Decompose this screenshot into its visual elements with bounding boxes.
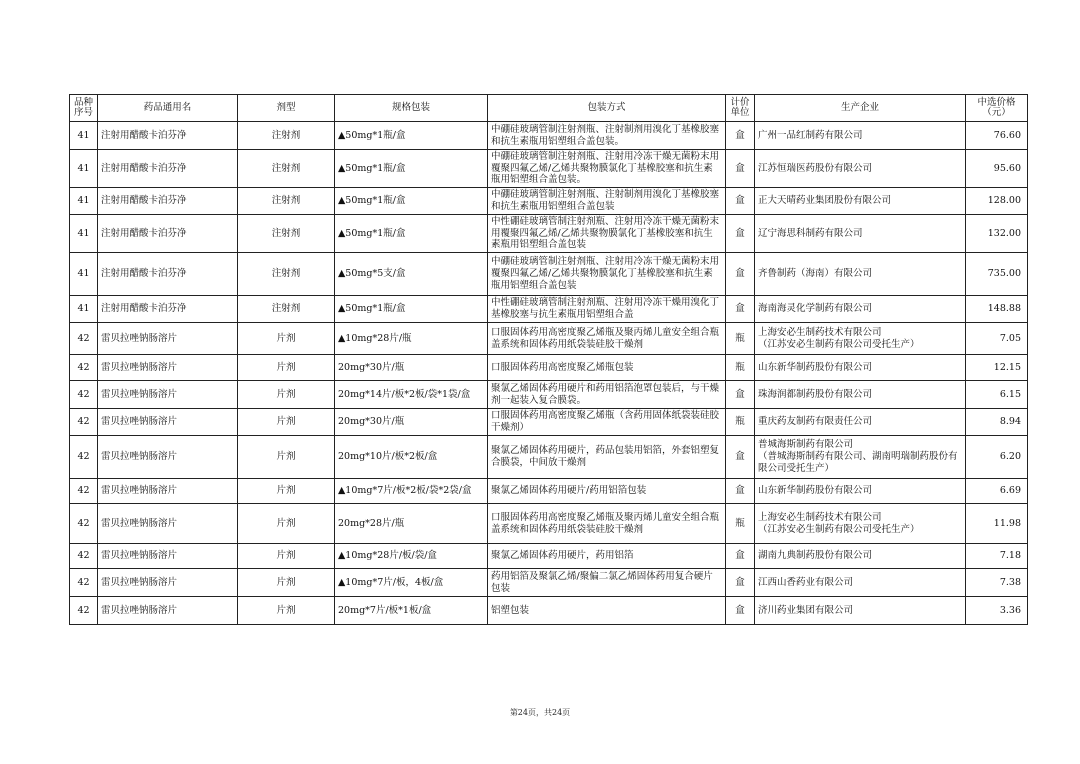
header-seq: 品种 序号 — [70, 95, 98, 122]
table-row — [70, 569, 1028, 597]
cell-unit: 瓶 — [726, 323, 755, 355]
cell-name: 注射用醋酸卡泊芬净 — [98, 122, 238, 150]
cell-form: 注射剂 — [238, 296, 335, 323]
cell-pack: 中硼硅玻璃管制注射剂瓶、注射用冷冻干燥无菌粉末用覆聚四氟乙烯/乙烯共聚物膜氯化丁基橡胶塞和抗生素瓶用铝塑组合盖包装。 — [488, 150, 726, 188]
cell-form: 片剂 — [238, 544, 335, 569]
cell-unit: 盒 — [726, 215, 755, 253]
table-row — [70, 150, 1028, 188]
cell-form: 片剂 — [238, 323, 335, 355]
table-row — [70, 436, 1028, 479]
cell-spec: 20mg*7片/板*1板/盒 — [335, 597, 488, 625]
table-row — [70, 479, 1028, 504]
cell-price: 7.38 — [966, 569, 1028, 597]
cell-unit: 盒 — [726, 436, 755, 479]
cell-name: 雷贝拉唑钠肠溶片 — [98, 381, 238, 409]
cell-price: 8.94 — [966, 409, 1028, 436]
cell-unit: 瓶 — [726, 409, 755, 436]
cell-price: 6.69 — [966, 479, 1028, 504]
cell-form: 片剂 — [238, 381, 335, 409]
cell-maker: 江苏恒瑞医药股份有限公司 — [755, 150, 966, 188]
cell-unit: 瓶 — [726, 355, 755, 381]
cell-unit: 盒 — [726, 253, 755, 296]
cell-unit: 盒 — [726, 597, 755, 625]
cell-unit: 盒 — [726, 544, 755, 569]
header-form: 剂型 — [238, 95, 335, 122]
table-row — [70, 381, 1028, 409]
cell-maker: 普城海斯制药有限公司 （普城海斯制药有限公司、湖南明瑞制药股份有限公司受托生产） — [755, 436, 966, 479]
cell-seq: 41 — [70, 188, 98, 215]
cell-price: 12.15 — [966, 355, 1028, 381]
cell-maker: 山东新华制药股份有限公司 — [755, 479, 966, 504]
cell-unit: 盒 — [726, 150, 755, 188]
cell-seq: 41 — [70, 122, 98, 150]
cell-price: 11.98 — [966, 504, 1028, 544]
cell-unit: 盒 — [726, 122, 755, 150]
cell-pack: 铝塑包装 — [488, 597, 726, 625]
header-name: 药品通用名 — [98, 95, 238, 122]
cell-price: 3.36 — [966, 597, 1028, 625]
table-row — [70, 215, 1028, 253]
cell-form: 片剂 — [238, 597, 335, 625]
cell-name: 注射用醋酸卡泊芬净 — [98, 188, 238, 215]
cell-name: 注射用醋酸卡泊芬净 — [98, 296, 238, 323]
cell-pack: 中硼硅玻璃管制注射剂瓶、注射制剂用溴化丁基橡胶塞和抗生素瓶用铝塑组合盖包装。 — [488, 122, 726, 150]
cell-spec: 20mg*10片/板*2板/盒 — [335, 436, 488, 479]
cell-spec: ▲50mg*5支/盒 — [335, 253, 488, 296]
cell-name: 注射用醋酸卡泊芬净 — [98, 215, 238, 253]
cell-price: 7.05 — [966, 323, 1028, 355]
table-row — [70, 253, 1028, 296]
cell-maker: 重庆药友制药有限责任公司 — [755, 409, 966, 436]
cell-maker: 珠海润都制药股份有限公司 — [755, 381, 966, 409]
cell-spec: ▲10mg*7片/板，4板/盒 — [335, 569, 488, 597]
cell-price: 76.60 — [966, 122, 1028, 150]
procurement-table — [69, 94, 1028, 625]
header-price: 中选价格 （元） — [966, 95, 1028, 122]
cell-maker: 上海安必生制药技术有限公司 （江苏安必生制药有限公司受托生产） — [755, 504, 966, 544]
cell-spec: 20mg*28片/瓶 — [335, 504, 488, 544]
cell-spec: ▲50mg*1瓶/盒 — [335, 188, 488, 215]
cell-spec: ▲50mg*1瓶/盒 — [335, 296, 488, 323]
cell-spec: ▲50mg*1瓶/盒 — [335, 122, 488, 150]
table-header-row — [70, 95, 1028, 122]
cell-pack: 聚氯乙烯固体药用硬片，药用铝箔 — [488, 544, 726, 569]
cell-name: 雷贝拉唑钠肠溶片 — [98, 323, 238, 355]
cell-pack: 中硼硅玻璃管制注射剂瓶、注射用冷冻干燥无菌粉末用覆聚四氟乙烯/乙烯共聚物膜氯化丁基橡胶塞和抗生素瓶用铝塑组合盖包装 — [488, 253, 726, 296]
cell-seq: 42 — [70, 504, 98, 544]
cell-name: 雷贝拉唑钠肠溶片 — [98, 436, 238, 479]
cell-pack: 口服固体药用高密度聚乙烯瓶及聚丙烯儿童安全组合瓶盖系统和固体药用纸袋装硅胶干燥剂 — [488, 504, 726, 544]
cell-pack: 口服固体药用高密度聚乙烯瓶（含药用固体纸袋装硅胶干燥剂） — [488, 409, 726, 436]
cell-name: 雷贝拉唑钠肠溶片 — [98, 409, 238, 436]
cell-price: 6.15 — [966, 381, 1028, 409]
cell-spec: ▲10mg*7片/板*2板/袋*2袋/盒 — [335, 479, 488, 504]
cell-seq: 42 — [70, 409, 98, 436]
cell-price: 95.60 — [966, 150, 1028, 188]
cell-pack: 聚氯乙烯固体药用硬片和药用铝箔泡罩包装后，与干燥剂一起装入复合膜袋。 — [488, 381, 726, 409]
cell-pack: 中性硼硅玻璃管制注射剂瓶、注射用冷冻干燥无菌粉末用覆聚四氟乙烯/乙烯共聚物膜氯化丁基橡胶塞和抗生素瓶用铝塑组合盖包装 — [488, 215, 726, 253]
cell-seq: 41 — [70, 296, 98, 323]
table-row — [70, 323, 1028, 355]
cell-pack: 中硼硅玻璃管制注射剂瓶、注射制剂用溴化丁基橡胶塞和抗生素瓶用铝塑组合盖包装 — [488, 188, 726, 215]
cell-seq: 42 — [70, 381, 98, 409]
cell-spec: 20mg*14片/板*2板/袋*1袋/盒 — [335, 381, 488, 409]
cell-name: 雷贝拉唑钠肠溶片 — [98, 479, 238, 504]
cell-unit: 瓶 — [726, 504, 755, 544]
cell-unit: 盒 — [726, 381, 755, 409]
cell-spec: 20mg*30片/瓶 — [335, 409, 488, 436]
header-unit: 计价 单位 — [726, 95, 755, 122]
cell-pack: 药用铝箔及聚氯乙烯/聚偏二氯乙烯固体药用复合硬片包装 — [488, 569, 726, 597]
cell-form: 片剂 — [238, 409, 335, 436]
cell-spec: ▲50mg*1瓶/盒 — [335, 150, 488, 188]
cell-seq: 41 — [70, 215, 98, 253]
table-row — [70, 597, 1028, 625]
cell-maker: 辽宁海思科制药有限公司 — [755, 215, 966, 253]
cell-form: 注射剂 — [238, 188, 335, 215]
header-maker: 生产企业 — [755, 95, 966, 122]
cell-maker: 齐鲁制药（海南）有限公司 — [755, 253, 966, 296]
page-footer: 第24页，共24页 — [509, 708, 571, 717]
cell-name: 雷贝拉唑钠肠溶片 — [98, 544, 238, 569]
cell-form: 片剂 — [238, 569, 335, 597]
cell-seq: 42 — [70, 355, 98, 381]
cell-maker: 正大天晴药业集团股份有限公司 — [755, 188, 966, 215]
cell-form: 注射剂 — [238, 150, 335, 188]
cell-seq: 42 — [70, 544, 98, 569]
cell-seq: 42 — [70, 479, 98, 504]
cell-form: 片剂 — [238, 355, 335, 381]
cell-seq: 42 — [70, 597, 98, 625]
header-pack: 包装方式 — [488, 95, 726, 122]
cell-maker: 江西山香药业有限公司 — [755, 569, 966, 597]
cell-name: 注射用醋酸卡泊芬净 — [98, 253, 238, 296]
cell-maker: 上海安必生制药技术有限公司 （江苏安必生制药有限公司受托生产） — [755, 323, 966, 355]
table-row — [70, 122, 1028, 150]
cell-maker: 海南海灵化学制药有限公司 — [755, 296, 966, 323]
cell-spec: ▲10mg*28片/板/袋/盒 — [335, 544, 488, 569]
cell-maker: 济川药业集团有限公司 — [755, 597, 966, 625]
cell-price: 132.00 — [966, 215, 1028, 253]
table-row — [70, 296, 1028, 323]
cell-form: 片剂 — [238, 479, 335, 504]
cell-price: 148.88 — [966, 296, 1028, 323]
table-row — [70, 355, 1028, 381]
cell-price: 128.00 — [966, 188, 1028, 215]
cell-unit: 盒 — [726, 296, 755, 323]
table-row — [70, 188, 1028, 215]
cell-seq: 42 — [70, 323, 98, 355]
cell-seq: 42 — [70, 569, 98, 597]
cell-price: 735.00 — [966, 253, 1028, 296]
cell-pack: 中性硼硅玻璃管制注射剂瓶、注射用冷冻干燥用溴化丁基橡胶塞与抗生素瓶用铝塑组合盖 — [488, 296, 726, 323]
cell-pack: 聚氯乙烯固体药用硬片/药用铝箔包装 — [488, 479, 726, 504]
cell-form: 注射剂 — [238, 253, 335, 296]
cell-unit: 盒 — [726, 569, 755, 597]
cell-maker: 湖南九典制药股份有限公司 — [755, 544, 966, 569]
cell-maker: 广州一品红制药有限公司 — [755, 122, 966, 150]
cell-unit: 盒 — [726, 479, 755, 504]
table-row — [70, 409, 1028, 436]
cell-seq: 42 — [70, 436, 98, 479]
cell-pack: 口服固体药用高密度聚乙烯瓶包装 — [488, 355, 726, 381]
cell-form: 片剂 — [238, 504, 335, 544]
cell-name: 雷贝拉唑钠肠溶片 — [98, 355, 238, 381]
cell-name: 注射用醋酸卡泊芬净 — [98, 150, 238, 188]
header-spec: 规格包装 — [335, 95, 488, 122]
cell-spec: 20mg*30片/瓶 — [335, 355, 488, 381]
cell-seq: 41 — [70, 150, 98, 188]
cell-seq: 41 — [70, 253, 98, 296]
cell-spec: ▲50mg*1瓶/盒 — [335, 215, 488, 253]
cell-name: 雷贝拉唑钠肠溶片 — [98, 597, 238, 625]
cell-form: 注射剂 — [238, 215, 335, 253]
cell-unit: 盒 — [726, 188, 755, 215]
cell-spec: ▲10mg*28片/瓶 — [335, 323, 488, 355]
cell-price: 6.20 — [966, 436, 1028, 479]
cell-form: 注射剂 — [238, 122, 335, 150]
cell-name: 雷贝拉唑钠肠溶片 — [98, 569, 238, 597]
cell-name: 雷贝拉唑钠肠溶片 — [98, 504, 238, 544]
table-row — [70, 504, 1028, 544]
cell-maker: 山东新华制药股份有限公司 — [755, 355, 966, 381]
cell-pack: 聚氯乙烯固体药用硬片，药品包装用铝箔，外套铝塑复合膜袋，中间放干燥剂 — [488, 436, 726, 479]
table-row — [70, 544, 1028, 569]
cell-price: 7.18 — [966, 544, 1028, 569]
cell-form: 片剂 — [238, 436, 335, 479]
cell-pack: 口服固体药用高密度聚乙烯瓶及聚丙烯儿童安全组合瓶盖系统和固体药用纸袋装硅胶干燥剂 — [488, 323, 726, 355]
